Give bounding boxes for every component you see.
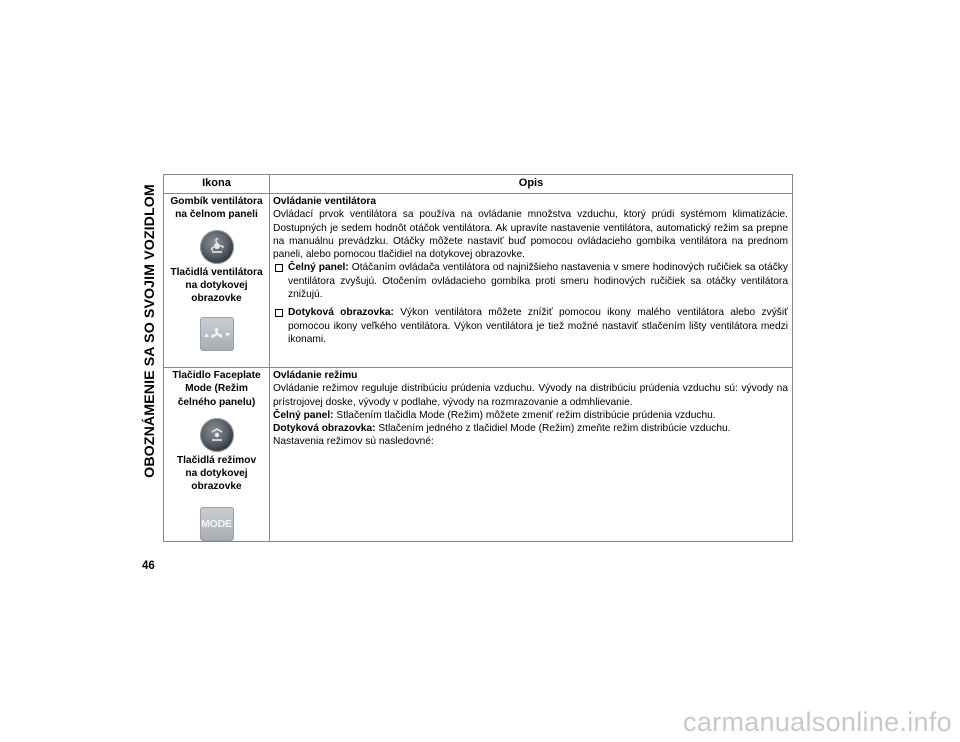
bullet1-text: Otáčaním ovládača ventilátora od najnižšieho nastavenia v smere hodinových ručičiek sa otáčky ventilátora zvyšujú. Otočením ovládacieho gombíka proti smeru hodinových ručičiek sa otáčky ventilátora znižujú. (288, 262, 788, 301)
header-description: Opis (270, 175, 793, 194)
controls-table (163, 174, 793, 542)
header-icon: Ikona (164, 175, 270, 194)
mode-section-title: Ovládanie režimu (273, 370, 358, 381)
mode-icon-cell (164, 368, 270, 542)
mode-touch-button-icon: MODE (200, 507, 234, 541)
mode-knob-label: Tlačidlo Faceplate Mode (Režim čelného panelu) (172, 370, 261, 408)
fan-bullet-faceplate (273, 261, 788, 301)
watermark: carmanualsonline.info (683, 707, 952, 737)
table-row-mode (164, 368, 793, 542)
mode-body-text: Ovládanie režimov reguluje distribúciu prúdenia vzduchu. Vývody na distribúciu prúdenia vzduchu sú: vývody na prístrojovej doske, vývody v podlahe, vývody na rozmrazovanie a odmhlievanie. (273, 383, 788, 408)
mode-description-cell (270, 368, 793, 542)
side-title-text: OBOZNÁMENIE SA SO SVOJIM VOZIDLOM (142, 183, 158, 478)
bullet-box-icon (275, 309, 283, 317)
table-header-row (164, 175, 793, 194)
fan-touch-label: Tlačidlá ventilátora na dotykovej obrazovke (170, 266, 263, 305)
fan-bullet-touchscreen (273, 306, 788, 346)
fan-body-text: Ovládací prvok ventilátora sa používa na ovládanie množstva vzduchu, ktorý prúdi systémom klimatizácie. Dostupných je sedem hodnôt otáčok ventilátora. Ak upravíte nastavenie ventilátora, automatický režim sa prepne na manuálnu prevádzku. Otáčky môžete nastaviť buď pomocou ovládacieho gombíka ventilátora na prednom paneli, alebo pomocou tlačidiel na dotykovej obrazovke. (273, 209, 788, 261)
mode-faceplate-line: Čelný panel: Stlačením tlačidla Mode (Režim) môžete zmeniť režim distribúcie prúdenia vzduchu. (273, 409, 716, 421)
fan-description-cell (270, 194, 793, 368)
fan-icon-cell (164, 194, 270, 368)
fan-section-title: Ovládanie ventilátora (273, 196, 377, 207)
mode-touch-label: Tlačidlá režimov na dotykovej obrazovke (176, 454, 257, 493)
bullet2-label: Dotyková obrazovka: (288, 307, 394, 319)
fan-touch-buttons-icon (200, 317, 234, 351)
mode-knob-icon (200, 418, 234, 452)
table-row-fan (164, 194, 793, 368)
page-number: 46 (142, 560, 155, 572)
bullet2-text: Výkon ventilátora môžete znížiť pomocou ikony malého ventilátora alebo zvýšiť pomocou ikony veľkého ventilátora. Výkon ventilátora je tiež možné nastaviť stlačením lišty ventilátora medzi ikonami. (288, 307, 788, 345)
side-section-title (143, 174, 157, 487)
bullet1-label: Čelný panel: (288, 262, 349, 274)
fan-knob-label: Gombík ventilátora na čelnom paneli (170, 196, 263, 221)
mode-settings-line: Nastavenia režimov sú nasledovné: (273, 436, 434, 448)
mode-touchscreen-line: Dotyková obrazovka: Stlačením jedného z tlačidiel Mode (Režim) zmeňte režim distribúcie vzduchu. (273, 423, 731, 435)
bullet-box-icon (275, 264, 283, 272)
fan-knob-icon (200, 230, 234, 264)
